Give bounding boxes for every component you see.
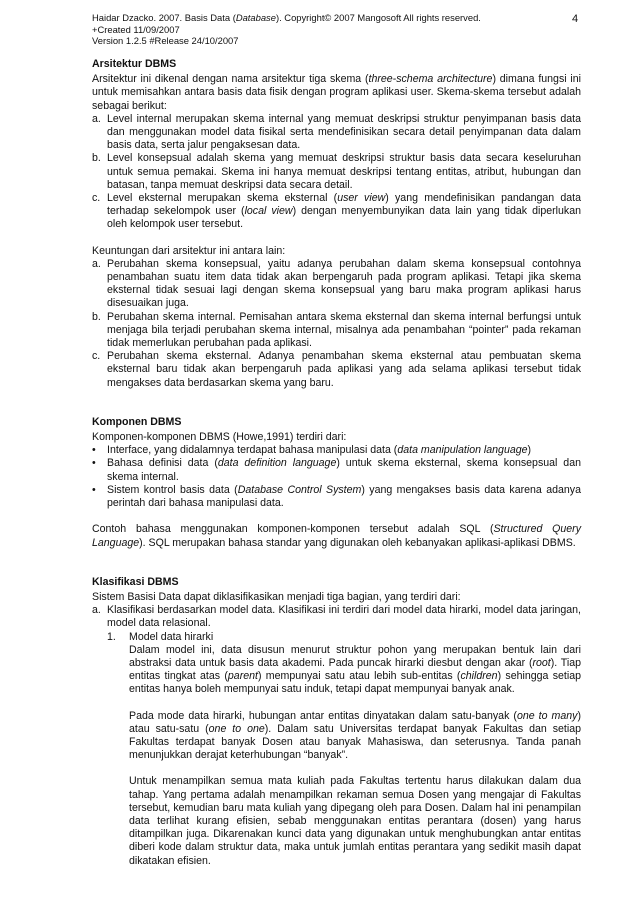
- sublist: [92, 631, 581, 644]
- page-content: [92, 58, 581, 868]
- numbered-item: 1. Model data hirarki: [107, 630, 214, 643]
- header-created: +Created 11/09/2007: [92, 23, 180, 35]
- bullet-item: • Sistem kontrol basis data (Database Control System) yang mengakses basis data karena adanya perintah dari bahasa manipulasi data.: [92, 483, 581, 510]
- list-item: a. Level internal merupakan skema internal yang memuat deskripsi struktur penyimpanan basis data dan menggunakan model data fisikal serta mendefinisikan secara detail penyimpanan data dalam basis data, serta jalur pengaksesan data.: [92, 112, 581, 152]
- list-item: c. Perubahan skema eksternal. Adanya penambahan skema eksternal atau pembuatan skema eksternal baru tidak akan berpengaruh pada aplikasi yang ada selama aplikasi tersebut tidak mengakses data berdasarkan skema yang baru.: [92, 350, 581, 389]
- list-item: c. Level eksternal merupakan skema eksternal (user view) yang mendefinisikan pandangan data terhadap sekelompok user (local view) dengan menyembunyikan data lain yang tidak diperlukan oleh kelompok user tersebut.: [92, 192, 581, 231]
- list-item: b. Perubahan skema internal. Pemisahan antara skema eksternal dan skema internal berfungsi untuk menjaga bila terjadi perubahan skema internal, misalnya ada penambahan “pointer” pada rekaman tidak memerlukan perubahan pada aplikasi.: [92, 310, 581, 350]
- page-number: 4: [572, 13, 579, 25]
- heading-arsitektur: Arsitektur DBMS: [92, 58, 177, 70]
- arsitektur-intro: Arsitektur ini dikenal dengan nama arsitektur tiga skema (three-schema architecture) dimana fungsi ini untuk memisahkan antara basis data fisik dengan program aplikasi user. Skema-skema tersebut adalah sebagai berikut:: [92, 73, 581, 112]
- list-item: a. Perubahan skema konsepsual, yaitu adanya perubahan dalam skema konsepsual contohnya penambahan suatu item data tidak akan berpengaruh pada program aplikasi. Tetapi jika skema eksternal tidak sesuai lagi dengan skema konsepsual yang baru maka program aplikasi harus disesuaikan juga.: [92, 257, 581, 310]
- komponen-intro: Komponen-komponen DBMS (Howe,1991) terdiri dari:: [92, 431, 347, 444]
- paragraph: Dalam model ini, data disusun menurut struktur pohon yang merupakan bentuk lain dari abstraksi data untuk basis data akademi. Pada puncak hirarki diesbut dengan akar (root). Tiap entitas tingkat atas (parent) mempunyai satu atau lebih sub-entitas (children) sehingga setiap entitas hanya boleh mempunyai satu induk, tetapi dapat mempunyai banyak anak.: [129, 643, 581, 696]
- bullet-item: • Bahasa definisi data (data definition language) untuk skema eksternal, skema konsepsual dan skema internal.: [92, 457, 581, 483]
- klasifikasi-intro: Sistem Basisi Data dapat diklasifikasikan menjadi tiga bagian, yang terdiri dari:: [92, 590, 461, 603]
- list-item: a. Klasifikasi berdasarkan model data. Klasifikasi ini terdiri dari model data hirarki, model data jaringan, model data relasional.: [92, 604, 581, 630]
- bullet-item: • Interface, yang didalamnya terdapat bahasa manipulasi data (data manipulation language): [92, 444, 532, 457]
- heading-komponen: Komponen DBMS: [92, 415, 182, 428]
- header-version: Version 1.2.5 #Release 24/10/2007: [92, 35, 239, 47]
- paragraph: Pada mode data hirarki, hubungan antar entitas dinyatakan dalam satu-banyak (one to many) atau satu-satu (one to one). Dalam satu Universitas terdapat banyak Fakultas dan setiap Fakultas terdapat banyak Dosen atau banyak Mahasiswa, dan seterusnya. Tanda panah menunjukkan derajat keterhubungan “banyak”.: [129, 709, 582, 762]
- page-header: [92, 12, 481, 47]
- heading-klasifikasi: Klasifikasi DBMS: [92, 575, 179, 588]
- komponen-contoh: Contoh bahasa menggunakan komponen-komponen tersebut adalah SQL (Structured Query Language). SQL merupakan bahasa standar yang digunakan oleh kebanyakan aplikasi-aplikasi DBMS.: [92, 523, 581, 549]
- keuntungan-intro: Keuntungan dari arsitektur ini antara lain:: [92, 244, 286, 257]
- list-item: b. Level konsepsual adalah skema yang memuat deskripsi struktur basis data secara keseluruhan untuk semua pemakai. Skema ini hanya memuat deskripsi tentang entitas, atribut, hubungan dan batasan, tanpa memuat deskripsi data secara detail.: [92, 152, 581, 191]
- header-citation: Haidar Dzacko. 2007. Basis Data (Database). Copyright© 2007 Mangosoft All rights reserved.: [92, 12, 481, 23]
- paragraph: Untuk menampilkan semua mata kuliah pada Fakultas tertentu harus dilakukan dalam dua tahap. Yang pertama adalah menampilkan rekaman semua Dosen yang mengajar di Fakultas tersebut, kemudian baru mata kuliah yang dipegang oleh para Dosen. Dalam hal ini penampilan data terlihat kurang efisien, sebab menggunakan entitas perantara (dosen) yang harus ditampilkan juga. Dikarenakan kunci data yang digunakan untuk menghubungkan antar entitas diberi kode dalam struktur data, maka untuk jumlah entitas perantara yang sedikit masih dapat dikatakan efisien.: [129, 775, 581, 867]
